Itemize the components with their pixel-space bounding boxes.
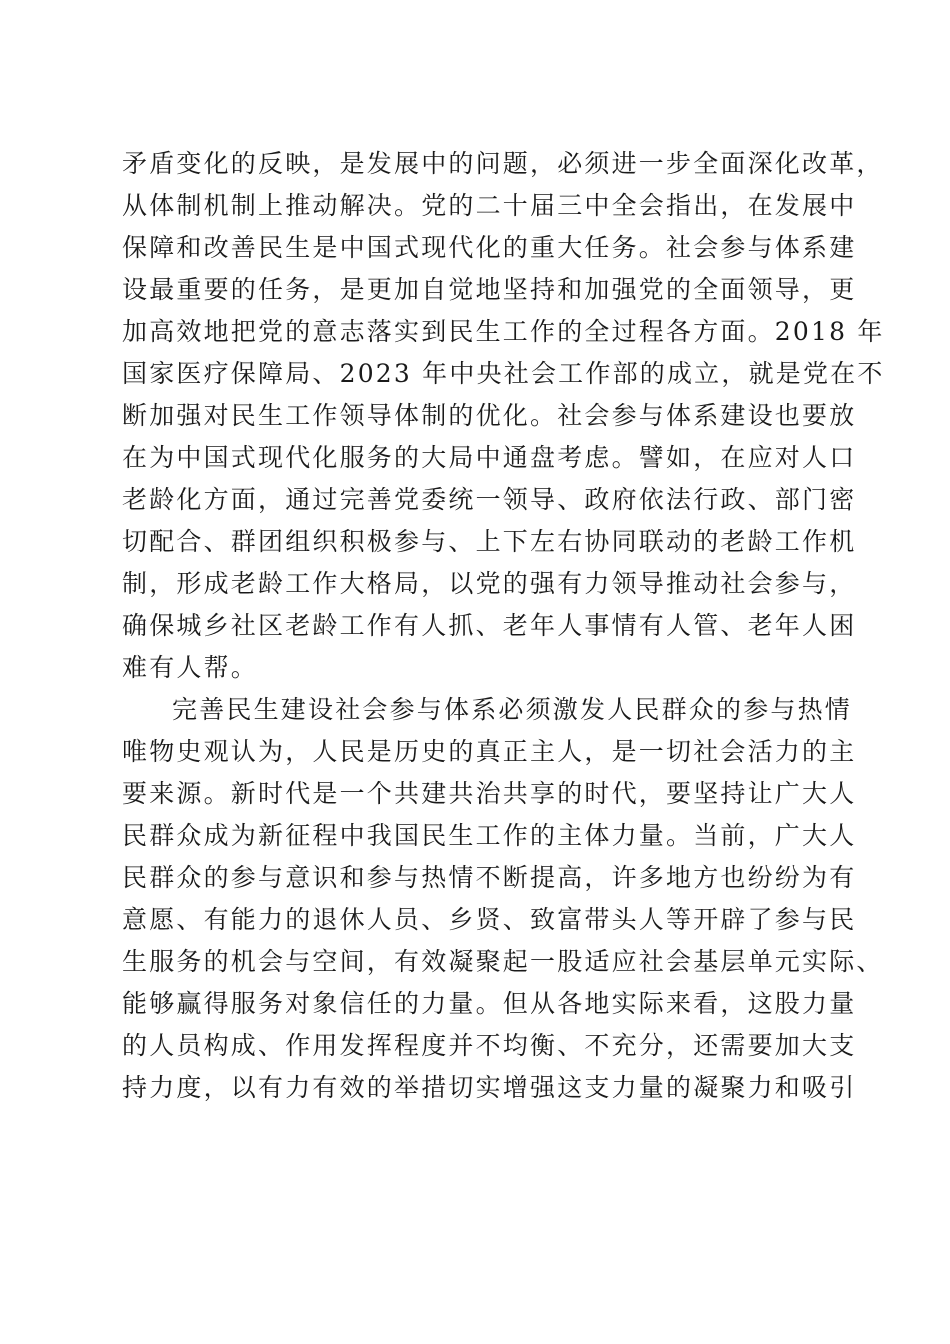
text-line: 国家医疗保障局、2023 年中央社会工作部的成立，就是党在不 [122, 359, 885, 388]
text-line: 的人员构成、作用发挥程度并不均衡、不充分，还需要加大支 [122, 1031, 857, 1060]
section-heading: 完善民生建设社会参与体系必须激发人民群众的参与热情 [172, 695, 853, 724]
text-line: 确保城乡社区老龄工作有人抓、老年人事情有人管、老年人困 [122, 611, 857, 640]
text-line: 民群众成为新征程中我国民生工作的主体力量。当前，广大人 [122, 821, 857, 850]
text-line: 能够赢得服务对象信任的力量。但从各地实际来看，这股力量 [122, 989, 857, 1018]
text-line: 断加强对民生工作领导体制的优化。社会参与体系建设也要放 [122, 401, 857, 430]
text-line: 制，形成老龄工作大格局，以党的强有力领导推动社会参与， [122, 569, 857, 598]
text-line: 切配合、群团组织积极参与、上下左右协同联动的老龄工作机 [122, 527, 857, 556]
text-line: 矛盾变化的反映，是发展中的问题，必须进一步全面深化改革， [122, 149, 884, 178]
text-line: 要来源。新时代是一个共建共治共享的时代，要坚持让广大人 [122, 779, 857, 808]
text-line: 老龄化方面，通过完善党委统一领导、政府依法行政、部门密 [122, 485, 857, 514]
text-line: 民群众的参与意识和参与热情不断提高，许多地方也纷纷为有 [122, 863, 857, 892]
text-line: 加高效地把党的意志落实到民生工作的全过程各方面。2018 年 [122, 317, 885, 346]
text-line: 保障和改善民生是中国式现代化的重大任务。社会参与体系建 [122, 233, 857, 262]
text-line: 从体制机制上推动解决。党的二十届三中全会指出，在发展中 [122, 191, 857, 220]
text-line: 持力度，以有力有效的举措切实增强这支力量的凝聚力和吸引 [122, 1073, 857, 1102]
text-line: 设最重要的任务，是更加自觉地坚持和加强党的全面领导，更 [122, 275, 857, 304]
text-line: 意愿、有能力的退休人员、乡贤、致富带头人等开辟了参与民 [122, 905, 857, 934]
text-line: 在为中国式现代化服务的大局中通盘考虑。譬如，在应对人口 [122, 443, 857, 472]
text-line: 难有人帮。 [122, 653, 259, 682]
text-line: 生服务的机会与空间，有效凝聚起一股适应社会基层单元实际、 [122, 947, 884, 976]
text-line: 唯物史观认为，人民是历史的真正主人，是一切社会活力的主 [122, 737, 857, 766]
